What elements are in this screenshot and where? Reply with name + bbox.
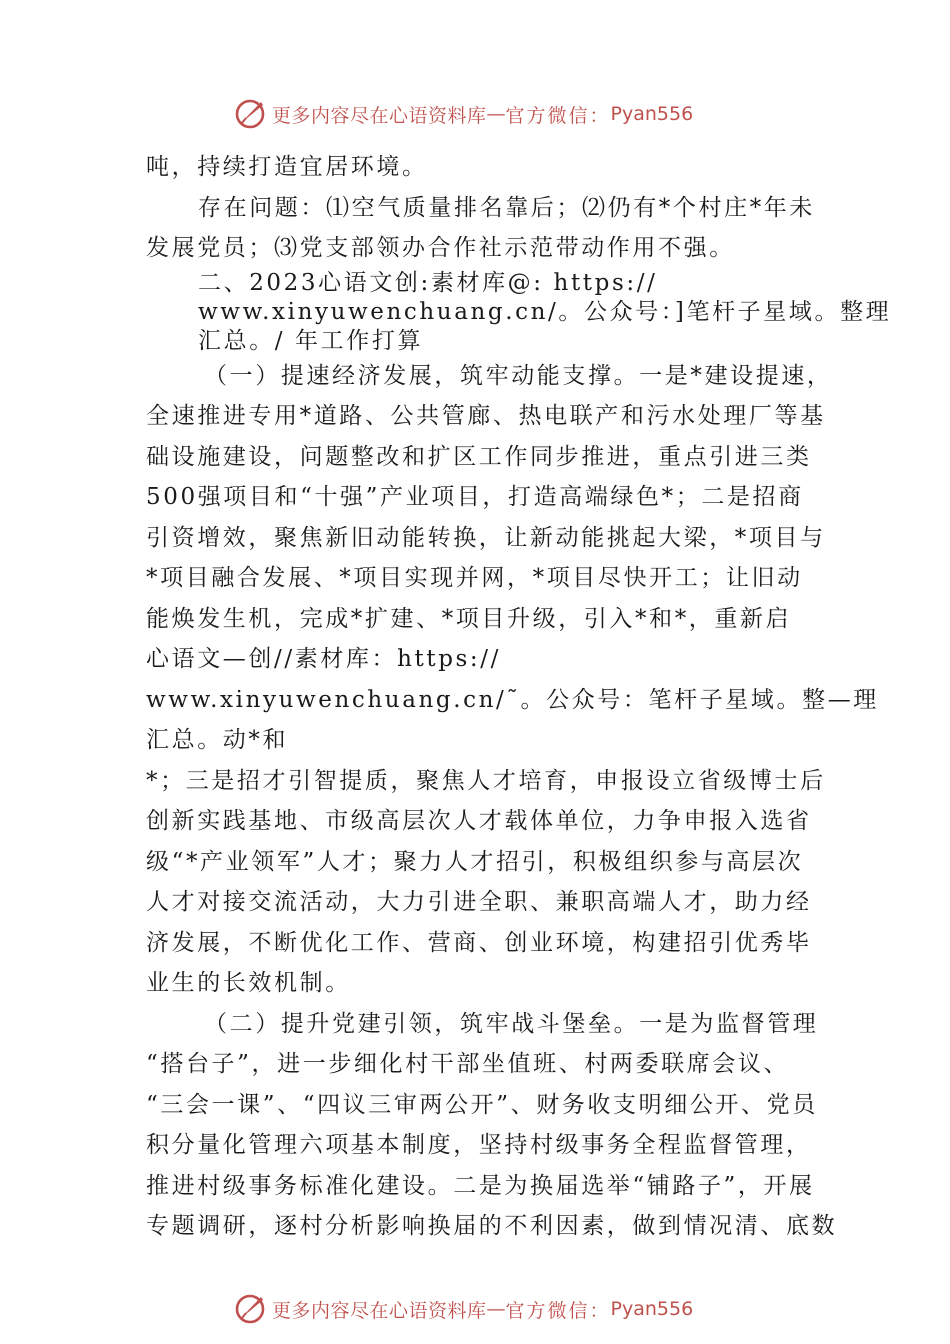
paragraph-heading: （二）提升党建引领，筑牢战斗堡垒。一是为监督管理 bbox=[204, 1010, 819, 1037]
text-line: 吨，持续打造宜居环境。 bbox=[146, 154, 428, 180]
quill-logo-icon bbox=[232, 1291, 268, 1327]
text-line: 级“*产业领军”人才；聚力人才招引，积极组织参与高层次 bbox=[146, 848, 804, 875]
text-line: 专题调研，逐村分析影响换届的不利因素，做到情况清、底数 bbox=[146, 1213, 838, 1239]
text-line: 500强项目和“十强”产业项目，打造高端绿色*；二是招商 bbox=[146, 484, 804, 510]
paragraph-heading: （一）提速经济发展，筑牢动能支撑。一是*建设提速， bbox=[204, 362, 833, 389]
text-line: www.xinyuwenchuang.cn/˜。公众号：笔杆子星域。整—理 bbox=[146, 686, 879, 713]
text-line: 发展党员；⑶党支部领办合作社示范带动作用不强。 bbox=[146, 235, 735, 261]
watermark-text: 更多内容尽在心语资料库 bbox=[272, 1299, 487, 1322]
document-body bbox=[146, 147, 892, 1247]
text-line: 创新实践基地、市级高层次人才载体单位，力争申报入选省 bbox=[146, 808, 812, 834]
watermark-id: Pyan556 bbox=[610, 1298, 694, 1320]
text-line: “搭台子”，进一步细化村干部坐值班、村两委联席会议、 bbox=[146, 1051, 790, 1077]
text-line: 存在问题：⑴空气质量排名靠后；⑵仍有*个村庄*年未 bbox=[198, 194, 815, 221]
text-line: 汇总。动*和 bbox=[146, 727, 289, 753]
section-heading: 二、2023心语文创:素材库@: https:// bbox=[198, 269, 658, 296]
text-line: 全速推进专用*道路、公共管廊、热电联产和污水处理厂等基 bbox=[146, 403, 826, 429]
watermark-label: 官方微信： bbox=[505, 104, 611, 127]
text-line: 积分量化管理六项基本制度，坚持村级事务全程监督管理， bbox=[146, 1132, 812, 1158]
text-line: 人才对接交流活动，大力引进全职、兼职高端人才，助力经 bbox=[146, 889, 812, 915]
text-line: 推进村级事务标准化建设。二是为换届选举“铺路子”，开展 bbox=[146, 1172, 815, 1199]
quill-logo-icon bbox=[232, 96, 268, 132]
text-line: 引资增效，聚焦新旧动能转换，让新动能挑起大梁，*项目与 bbox=[146, 524, 826, 551]
watermark-id: Pyan556 bbox=[610, 103, 694, 125]
footer-watermark bbox=[232, 1291, 693, 1327]
text-line: “三会一课”、“四议三审两公开”、财务收支明细公开、党员 bbox=[146, 1091, 818, 1118]
text-line: 汇总。/ 年工作打算 bbox=[198, 327, 424, 354]
header-watermark bbox=[232, 96, 693, 132]
watermark-label: 官方微信： bbox=[505, 1299, 611, 1322]
text-line: 心语文—创//素材库：https:// bbox=[146, 646, 501, 672]
watermark-dash: — bbox=[486, 103, 506, 125]
text-line: *项目融合发展、*项目实现并网，*项目尽快开工；让旧动 bbox=[146, 565, 803, 591]
text-line: 能焕发生机，完成*扩建、*项目升级，引入*和*，重新启 bbox=[146, 605, 792, 632]
text-line: 济发展，不断优化工作、营商、创业环境，构建招引优秀毕 bbox=[146, 929, 812, 956]
text-line: www.xinyuwenchuang.cn/。公众号：]笔杆子星域。整理 bbox=[198, 298, 892, 325]
watermark-text: 更多内容尽在心语资料库 bbox=[272, 104, 487, 127]
text-line: 础设施建设，问题整改和扩区工作同步推进，重点引进三类 bbox=[146, 443, 812, 470]
text-line: 业生的长效机制。 bbox=[146, 970, 351, 996]
watermark-dash: — bbox=[486, 1298, 506, 1320]
text-line: *；三是招才引智提质，聚焦人才培育，申报设立省级博士后 bbox=[146, 767, 826, 794]
